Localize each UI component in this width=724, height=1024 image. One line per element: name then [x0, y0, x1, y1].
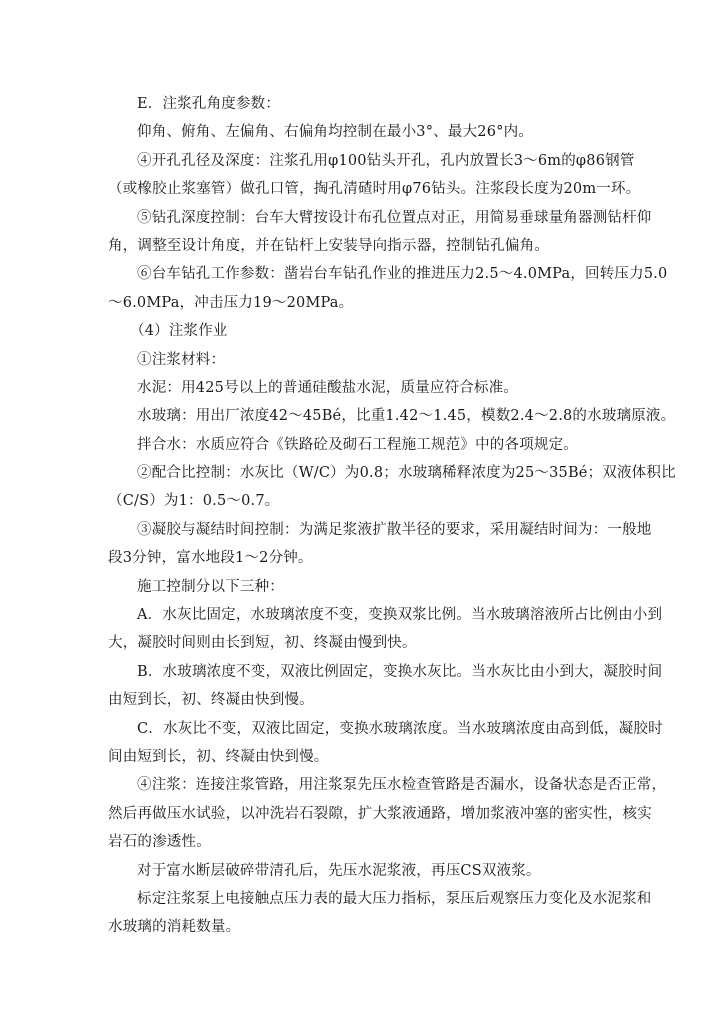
paragraph-line: 标定注浆泵上电接触点压力表的最大压力指标，泵压后观察压力变化及水泥浆和 — [137, 890, 652, 907]
paragraph-line: ①注浆材料： — [137, 351, 226, 368]
paragraph-line: 角，调整至设计角度，并在钻杆上安装导向指示器，控制钻孔偏角。 — [108, 237, 549, 254]
paragraph-line: ③凝胶与凝结时间控制：为满足浆液扩散半径的要求，采用凝结时间为：一般地 — [137, 521, 652, 538]
paragraph-line: （或橡胶止浆塞管）做孔口管，掏孔清碴时用φ76钻头。注浆段长度为20m一环。 — [108, 181, 641, 198]
section-heading: （4）注浆作业 — [130, 323, 228, 340]
paragraph-line: 对于富水断层破碎带清孔后，先压水泥浆液，再压CS双液浆。 — [137, 862, 541, 879]
paragraph-line: A．水灰比固定，水玻璃浓度不变，变换双浆比例。当水玻璃溶液所占比例由小到 — [137, 607, 663, 624]
paragraph-line: 水玻璃：用出厂浓度42～45Bé，比重1.42～1.45，模数2.4～2.8的水玻璃原液。 — [137, 408, 676, 425]
paragraph-line: ⑤钻孔深度控制：台车大臂按设计布孔位置点对正，用简易垂球量角器测钻杆仰 — [137, 209, 652, 226]
paragraph-line: 水玻璃的消耗数量。 — [108, 919, 241, 936]
paragraph-line: C．水灰比不变，双液比固定，变换水玻璃浓度。当水玻璃浓度由高到低，凝胶时 — [137, 720, 663, 737]
paragraph-line: ⑥台车钻孔工作参数：凿岩台车钻孔作业的推进压力2.5～4.0MPa，回转压力5.0 — [137, 266, 668, 283]
paragraph-line: 仰角、俯角、左偏角、右偏角均控制在最小3°、最大26°内。 — [137, 124, 533, 141]
paragraph-line: E．注浆孔角度参数： — [137, 96, 281, 112]
document-body — [108, 90, 676, 942]
paragraph-line: 由短到长，初、终凝由快到慢。 — [108, 692, 314, 709]
paragraph-line: 然后再做压水试验，以冲洗岩石裂隙，扩大浆液通路，增加浆液冲塞的密实性，核实 — [108, 805, 652, 822]
paragraph-line: ④开孔孔径及深度：注浆孔用φ100钻头开孔，孔内放置长3～6m的φ86钢管 — [137, 152, 635, 169]
paragraph-line: 拌合水：水质应符合《铁路砼及砌石工程施工规范》中的各项规定。 — [137, 436, 578, 453]
paragraph-line: B．水玻璃浓度不变，双液比例固定，变换水灰比。当水灰比由小到大，凝胶时间 — [137, 663, 663, 680]
paragraph-line: 段3分钟，富水地段1～2分钟。 — [108, 550, 313, 567]
paragraph-line: 大，凝胶时间则由长到短，初、终凝由慢到快。 — [108, 635, 417, 652]
paragraph-line: 间由短到长，初、终凝由快到慢。 — [108, 748, 329, 765]
paragraph-line: （C/S）为1：0.5～0.7。 — [108, 493, 280, 510]
paragraph-line: ②配合比控制：水灰比（W/C）为0.8；水玻璃稀释浓度为25～35Bé；双液体积比 — [137, 465, 676, 482]
paragraph-line: ～6.0MPa，冲击压力19～20MPa。 — [108, 294, 354, 311]
paragraph-line: 岩石的渗透性。 — [108, 834, 211, 851]
paragraph-line: ④注浆：连接注浆管路，用注浆泵先压水检查管路是否漏水，设备状态是否正常， — [137, 777, 667, 794]
paragraph-line: 施工控制分以下三种： — [137, 578, 284, 595]
paragraph-line: 水泥：用425号以上的普通硅酸盐水泥，质量应符合标准。 — [137, 379, 519, 396]
